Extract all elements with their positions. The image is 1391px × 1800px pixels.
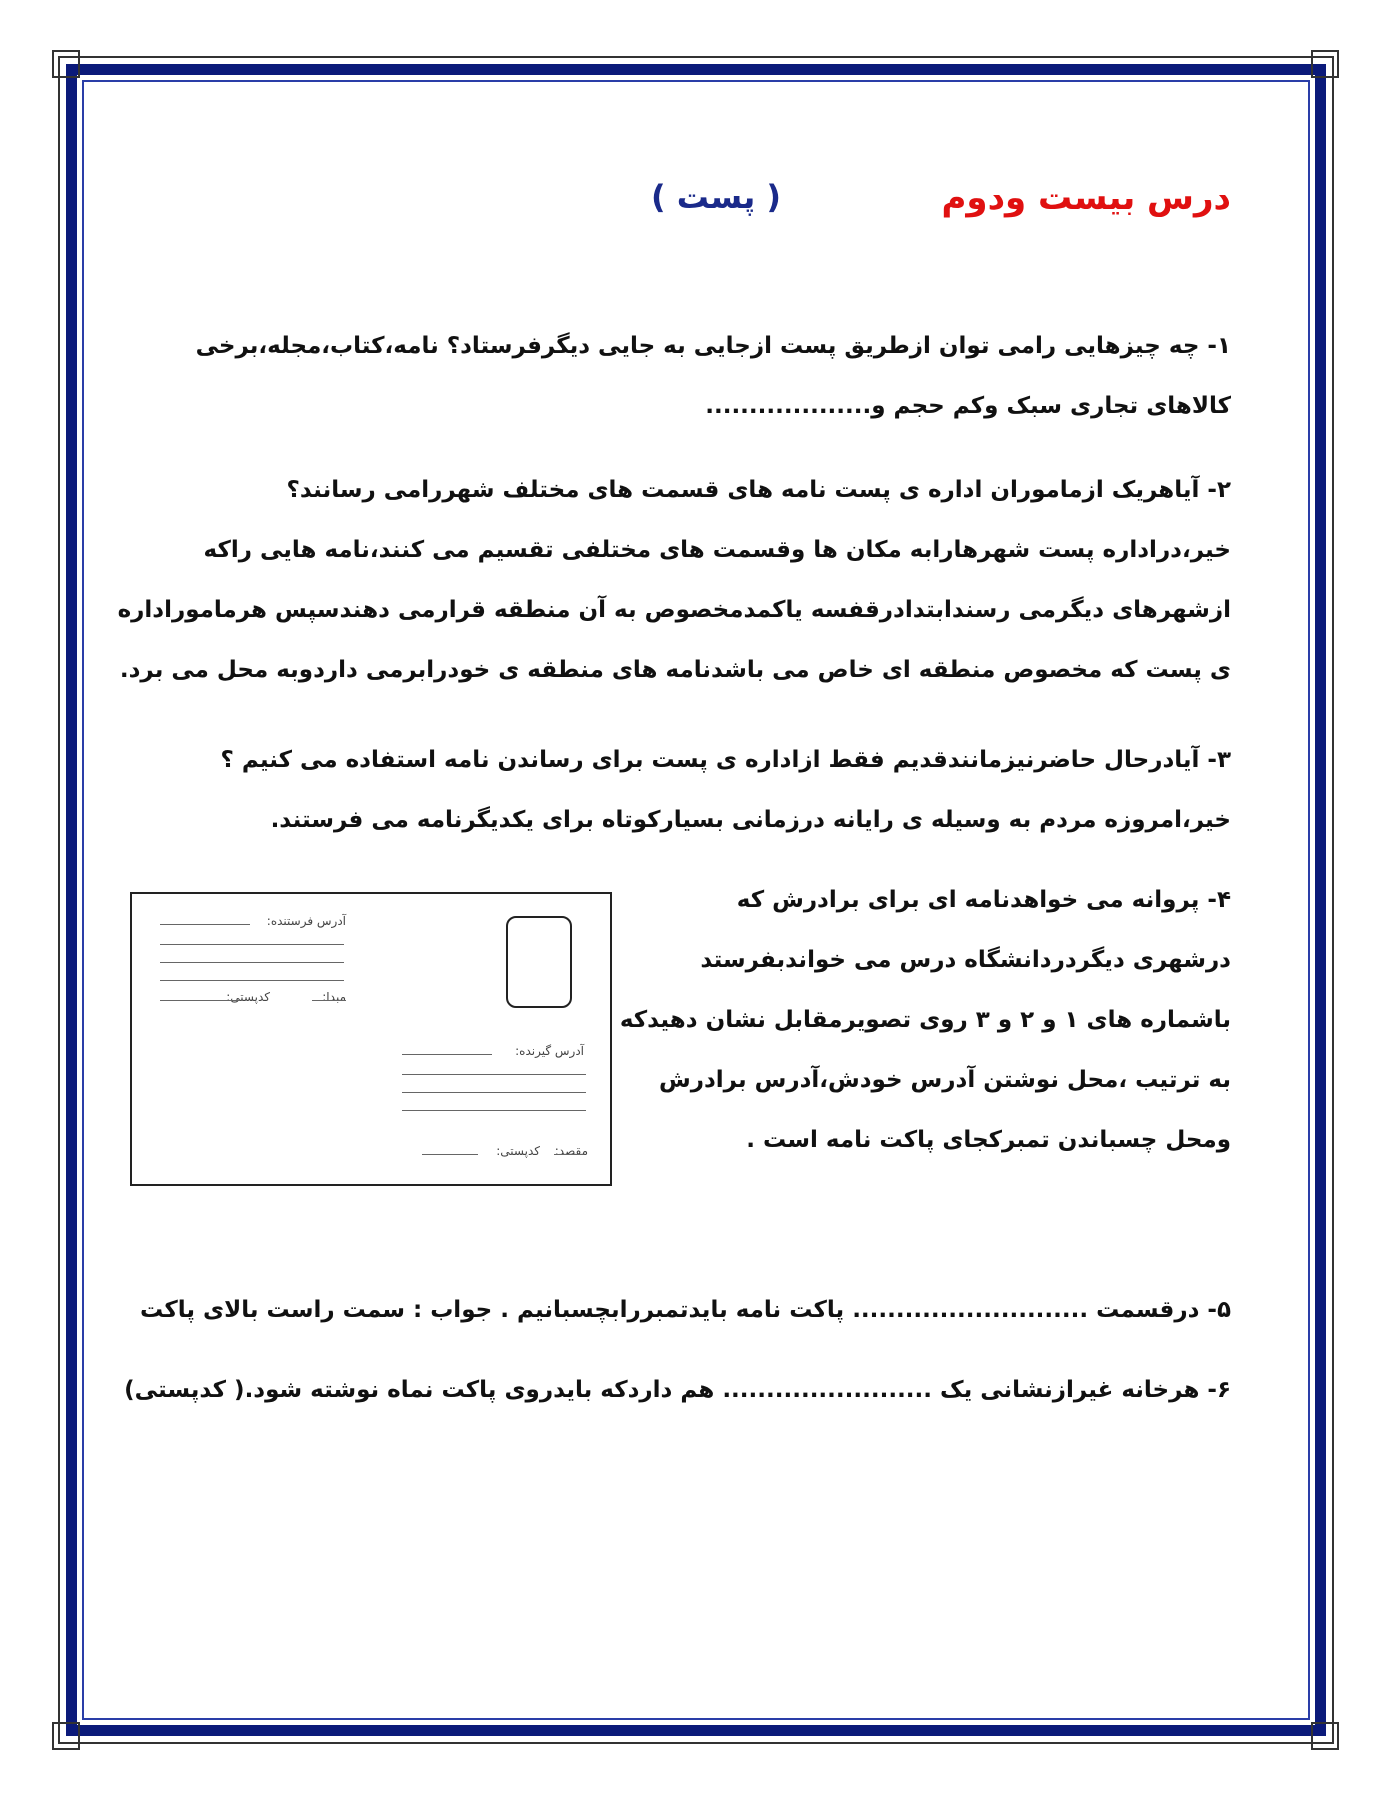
- address-line: [160, 962, 344, 963]
- sender-address-label: آدرس فرستنده:: [266, 914, 346, 928]
- address-line: [402, 1110, 586, 1111]
- question-6: [124, 1360, 1231, 1420]
- address-line: [554, 1154, 584, 1155]
- corner-ornament: [52, 1722, 80, 1750]
- question-line: ی پست که مخصوص منطقه ای خاص می باشدنامه های منطقه ی خودرابرمی داردوبه محل می برد.: [119, 657, 1231, 683]
- receiver-address-label: آدرس گیرنده:: [515, 1044, 584, 1058]
- address-line: [312, 1000, 346, 1001]
- question-line: خیر،دراداره پست شهرهارابه مکان ها وقسمت های مختلفی تقسیم می کنند،نامه هایی راکه: [203, 537, 1231, 563]
- question-line: ومحل چسباندن تمبرکجای پاکت نامه است .: [746, 1127, 1231, 1153]
- question-line: ۲- آیاهریک ازماموران اداره ی پست نامه های قسمت های مختلف شهررامی رسانند؟: [286, 477, 1231, 503]
- address-line: [160, 944, 344, 945]
- corner-ornament: [1311, 50, 1339, 78]
- address-line: [160, 1000, 240, 1001]
- question-line: خیر،امروزه مردم به وسیله ی رایانه درزمانی بسیارکوتاه برای یکدیگرنامه می فرستند.: [270, 807, 1231, 833]
- address-line: [402, 1074, 586, 1075]
- lesson-topic: ( پست ): [651, 178, 781, 216]
- question-line: به ترتیب ،محل نوشتن آدرس خودش،آدرس برادرش: [658, 1067, 1231, 1093]
- question-line: ۶- هرخانه غیرازنشانی یک ........................ هم داردکه بایدروی پاکت نماه نوشته شود.( کدپستی): [124, 1377, 1231, 1403]
- origin-label: مبدا:: [322, 990, 346, 1004]
- address-line: [422, 1154, 478, 1155]
- corner-ornament: [52, 50, 80, 78]
- question-2: [118, 460, 1231, 700]
- origin-postcode-label: کدپستی:: [226, 990, 270, 1004]
- address-line: [160, 924, 250, 925]
- envelope-illustration: [130, 892, 612, 1186]
- question-3: [221, 730, 1231, 850]
- address-line: [402, 1092, 586, 1093]
- question-line: ۴- پروانه می خواهدنامه ای برای برادرش که: [736, 887, 1231, 913]
- question-line: ۵- درقسمت ........................... پاکت نامه بایدتمبررابچسبانیم . جواب : سمت راست بالای پاکت: [140, 1297, 1231, 1323]
- question-4: [620, 870, 1231, 1170]
- address-line: [160, 980, 344, 981]
- question-1: [196, 316, 1231, 436]
- question-line: ۱- چه چیزهایی رامی توان ازطریق پست ازجایی به جایی دیگرفرستاد؟ نامه،کتاب،مجله،برخی: [195, 333, 1231, 359]
- question-5: [140, 1280, 1231, 1340]
- destination-label: مقصد:: [554, 1144, 588, 1158]
- question-line: باشماره های ۱ و ۲ و ۳ روی تصویرمقابل نشان دهیدکه: [619, 1007, 1231, 1033]
- title-row: [161, 178, 1231, 228]
- question-line: ۳- آیادرحال حاضرنیزمانندقدیم فقط ازاداره ی پست برای رساندن نامه استفاده می کنیم ؟: [220, 747, 1231, 773]
- question-line: کالاهای تجاری سبک وکم حجم و...................: [705, 393, 1231, 419]
- corner-ornament: [1311, 1722, 1339, 1750]
- destination-postcode-label: کدپستی:: [496, 1144, 540, 1158]
- question-line: ازشهرهای دیگرمی رسندابتدادرقفسه یاکمدمخصوص به آن منطقه قرارمی دهندسپس هرماموراداره: [117, 597, 1231, 623]
- question-line: درشهری دیگردردانشگاه درس می خواندبفرستد: [700, 947, 1231, 973]
- address-line: [402, 1054, 492, 1055]
- stamp-box: [506, 916, 572, 1008]
- lesson-title: درس بیست ودوم: [941, 178, 1231, 218]
